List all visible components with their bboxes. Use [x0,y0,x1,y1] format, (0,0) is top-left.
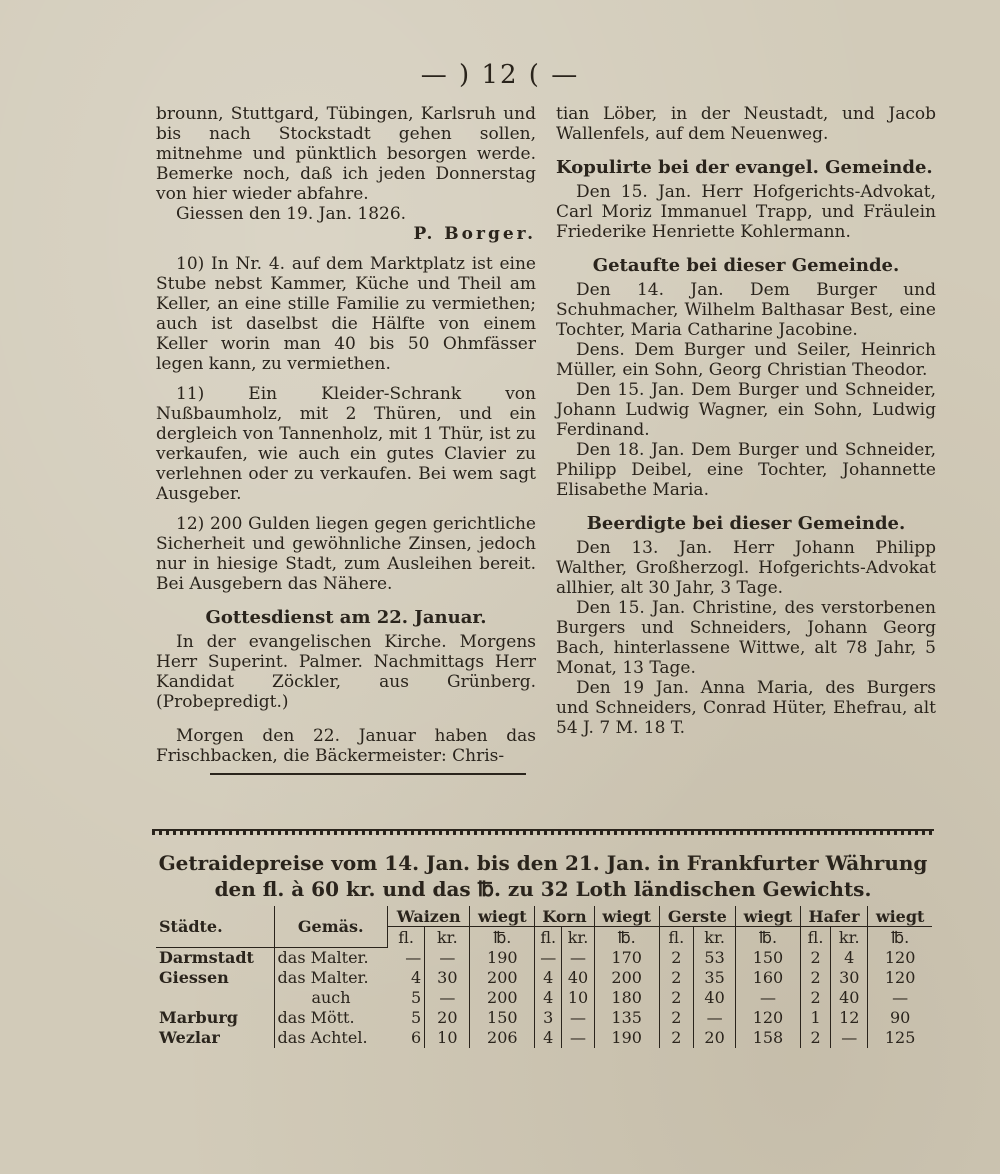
col-header-measure: Gemäs. [274,906,387,947]
col-header-weight: wiegt [470,906,535,927]
measure-cell: das Achtel. [274,1028,387,1048]
measure-cell: das Malter. [274,947,387,968]
oats-fl-cell: 2 [800,988,830,1008]
measure-cell: auch [274,988,387,1008]
page-number: — ) 12 ( — [420,60,580,90]
unit-lb: ℔. [470,927,535,948]
barley-weight-cell: 150 [736,947,801,968]
table-row [156,1028,932,1048]
col-header-weight: wiegt [736,906,801,927]
unit-fl: fl. [800,927,830,948]
oats-weight-cell: 125 [868,1028,932,1048]
oats-weight-cell: 120 [868,947,932,968]
city-cell: Darmstadt [159,948,254,967]
unit-kr: kr. [694,927,736,948]
barley-fl-cell: 2 [659,1008,694,1028]
table-row [156,968,932,988]
burials-heading: Beerdigte bei dieser Gemeinde. [586,513,906,534]
oats-kr-cell: 40 [831,988,868,1008]
baptism-entry: Den 14. Jan. Dem Burger und Schuhmacher, Wilhelm Balthasar Best, eine Tochter, Maria Catharine Jacobine. [556,280,936,340]
rye-fl-cell: 4 [535,1028,562,1048]
barley-weight-cell: — [736,988,801,1008]
table-header-row [156,906,932,927]
rye-fl-cell: 3 [535,1008,562,1028]
barley-kr-cell: 53 [694,947,736,968]
barley-fl-cell: 2 [659,988,694,1008]
baptism-entry: Den 15. Jan. Dem Burger und Schneider, Johann Ludwig Wagner, ein Sohn, Ludwig Ferdinand. [556,380,936,440]
wheat-weight-cell: 200 [470,968,535,988]
barley-fl-cell: 2 [659,947,694,968]
unit-lb: ℔. [736,927,801,948]
wheat-kr-cell: — [425,988,470,1008]
barley-kr-cell: — [694,1008,736,1028]
col-header-rye: Korn [535,906,595,927]
unit-fl: fl. [387,927,424,948]
barley-weight-cell: 158 [736,1028,801,1048]
table-row [156,1008,932,1028]
barley-weight-cell: 120 [736,1008,801,1028]
grain-prices-table [156,906,932,1048]
oats-kr-cell: 30 [831,968,868,988]
wheat-kr-cell: — [425,947,470,968]
right-column [556,104,936,738]
carrier-notice: brounn, Stuttgard, Tübingen, Karlsruh und bis nach Stockstadt gehen sollen, mitnehme und pünktlich besorgen werde. Bemerke noch, daß ich jeden Donnerstag von hier wieder abfahre. [156,104,536,204]
church-service-heading: Gottesdienst am 22. Januar. [205,607,487,628]
baptism-entry: Dens. Dem Burger und Seiler, Heinrich Müller, ein Sohn, Georg Christian Theodor. [556,340,936,380]
city-cell [156,988,274,1008]
rye-kr-cell: — [562,1008,595,1028]
col-header-oats: Hafer [800,906,867,927]
grain-prices-title-line2: den fl. à 60 kr. und das ℔. zu 32 Loth ländischen Gewichts. [214,877,872,901]
baptisms-heading: Getaufte bei dieser Gemeinde. [592,255,900,276]
marriages-heading: Kopulirte bei der evangel. Gemeinde. [556,157,933,178]
notice-signature: P. Borger. [413,224,536,244]
col-header-barley: Gerste [659,906,736,927]
bakers-notice: Morgen den 22. Januar haben das Frischbacken, die Bäckermeister: Chris- [156,726,536,766]
ad-11: 11) Ein Kleider-Schrank von Nußbaumholz, mit 2 Thüren, und ein dergleich von Tannenholz, mit 1 Thür, ist zu verkaufen, wie auch ein gutes Clavier zu verlehnen oder zu verkaufen. Bei wem sagt Ausgeber. [156,384,536,504]
left-column [156,104,536,766]
oats-fl-cell: 1 [800,1008,830,1028]
section-divider [152,829,934,835]
burial-entry: Den 19 Jan. Anna Maria, des Burgers und Schneiders, Conrad Hüter, Ehefrau, alt 54 J. 7 M. 18 T. [556,678,936,738]
col-header-weight: wiegt [594,906,659,927]
rye-fl-cell: 4 [535,988,562,1008]
barley-kr-cell: 40 [694,988,736,1008]
oats-kr-cell: 4 [831,947,868,968]
ad-12: 12) 200 Gulden liegen gegen gerichtliche Sicherheit und gewöhnliche Zinsen, jedoch nur in hiesige Stadt, zum Ausleihen bereit. Bei Ausgebern das Nähere. [156,514,536,594]
city-cell: Giessen [159,968,229,987]
wheat-kr-cell: 10 [425,1028,470,1048]
oats-weight-cell: 90 [868,1008,932,1028]
wheat-weight-cell: 206 [470,1028,535,1048]
barley-fl-cell: 2 [659,1028,694,1048]
oats-kr-cell: 12 [831,1008,868,1028]
col-header-wheat: Waizen [387,906,470,927]
barley-kr-cell: 20 [694,1028,736,1048]
wheat-kr-cell: 20 [425,1008,470,1028]
rye-weight-cell: 170 [594,947,659,968]
wheat-weight-cell: 190 [470,947,535,968]
rye-kr-cell: — [562,947,595,968]
wheat-fl-cell: 6 [411,1028,422,1047]
oats-fl-cell: 2 [800,947,830,968]
baptism-entry: Den 18. Jan. Dem Burger und Schneider, Philipp Deibel, eine Tochter, Johannette Elisabethe Maria. [556,440,936,500]
oats-weight-cell: — [868,988,932,1008]
unit-lb: ℔. [868,927,932,948]
barley-fl-cell: 2 [659,968,694,988]
burial-entry: Den 15. Jan. Christine, des verstorbenen Burgers und Schneiders, Johann Georg Bach, hinterlassene Wittwe, alt 78 Jahr, 5 Monat, 13 Tage. [556,598,936,678]
rye-kr-cell: 10 [562,988,595,1008]
city-cell: Wezlar [159,1028,220,1047]
bakers-continued: tian Löber, in der Neustadt, und Jacob Wallenfels, auf dem Neuenweg. [556,104,936,144]
wheat-fl-cell: 4 [411,968,422,987]
column-rule [210,773,526,775]
wheat-weight-cell: 200 [470,988,535,1008]
barley-weight-cell: 160 [736,968,801,988]
church-service-text: In der evangelischen Kirche. Morgens Herr Superint. Palmer. Nachmittags Herr Kandidat Zöckler, aus Grünberg. (Probepredigt.) [156,632,536,712]
oats-weight-cell: 120 [868,968,932,988]
rye-kr-cell: — [562,1028,595,1048]
unit-kr: kr. [425,927,470,948]
unit-fl: fl. [535,927,562,948]
rye-kr-cell: 40 [562,968,595,988]
rye-weight-cell: 135 [594,1008,659,1028]
unit-kr: kr. [831,927,868,948]
wheat-fl-cell: 5 [411,988,422,1007]
marriage-entry: Den 15. Jan. Herr Hofgerichts-Advokat, Carl Moriz Immanuel Trapp, und Fräulein Friederike Henriette Kohlermann. [556,182,936,242]
unit-kr: kr. [562,927,595,948]
table-row [156,988,932,1008]
rye-weight-cell: 180 [594,988,659,1008]
unit-lb: ℔. [594,927,659,948]
measure-cell: das Malter. [274,968,387,988]
unit-fl: fl. [659,927,694,948]
oats-fl-cell: 2 [800,1028,830,1048]
notice-dateline: Giessen den 19. Jan. 1826. [176,204,407,224]
rye-weight-cell: 190 [594,1028,659,1048]
city-cell: Marburg [159,1008,238,1027]
grain-prices-title [152,850,934,902]
oats-kr-cell: — [831,1028,868,1048]
rye-fl-cell: — [535,947,562,968]
barley-kr-cell: 35 [694,968,736,988]
wheat-kr-cell: 30 [425,968,470,988]
oats-fl-cell: 2 [800,968,830,988]
measure-cell: das Mött. [274,1008,387,1028]
grain-prices-title-line1: Getraidepreise vom 14. Jan. bis den 21. Jan. in Frankfurter Währung [158,851,928,875]
burial-entry: Den 13. Jan. Herr Johann Philipp Walther, Großherzogl. Hofgerichts-Advokat allhier, alt 30 Jahr, 3 Tage. [556,538,936,598]
wheat-fl-cell: 5 [411,1008,422,1027]
col-header-city: Städte. [156,906,274,947]
ad-10: 10) In Nr. 4. auf dem Marktplatz ist eine Stube nebst Kammer, Küche und Theil am Keller, an eine stille Familie zu vermiethen; auch ist daselbst die Hälfte von einem Keller worin man 40 bis 50 Ohmfässer legen kann, zu vermiethen. [156,254,536,374]
rye-weight-cell: 200 [594,968,659,988]
col-header-weight: wiegt [868,906,932,927]
rye-fl-cell: 4 [535,968,562,988]
table-row [156,947,932,968]
wheat-weight-cell: 150 [470,1008,535,1028]
wheat-fl-cell: — [405,947,422,967]
